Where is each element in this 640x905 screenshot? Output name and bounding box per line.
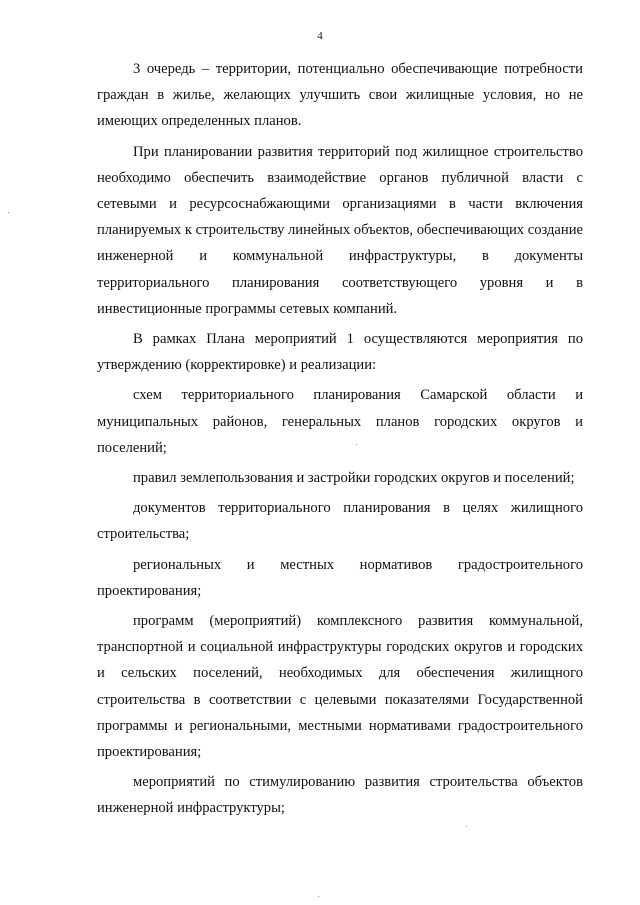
scan-speck [318,896,319,897]
list-item-territorial-schemes: схем территориального планирования Самарской области и муниципальных районов, генеральных планов городских округов и поселений; [97,387,583,456]
list-item-land-use-rules: правил землепользования и застройки городских округов и поселений; [133,470,575,487]
list-item-engineering-infrastructure: мероприятий по стимулированию развития строительства объектов инженерной инфраструктуры; [97,774,583,817]
scan-speck [8,212,9,213]
list-item-design-standards: региональных и местных нормативов градостроительного проектирования; [97,556,583,599]
paragraph-planning-interaction: При планировании развития территорий под жилищное строительство необходимо обеспечить взаимодействие органов публичной власти с сетевыми и ресурсоснабжающими организациями в части включения планируемых к строительству линейных объектов, обеспечивающих создание инженерной и коммунальной инфраструктуры, в документы территориального планирования соответствующего уровня и в инвестиционные программы сетевых компаний. [97,143,583,317]
paragraph-housing-queue-3: 3 очередь – территории, потенциально обеспечивающие потребности граждан в жилье, желающих улучшить свои жилищные условия, но не имеющих определенных планов. [97,61,583,130]
list-item-infrastructure-programs: программ (мероприятий) комплексного развития коммунальной, транспортной и социальной инфраструктуры городских округов и городских и сельских поселений, необходимых для обеспечения жилищного строительства в соответствии с целевыми показателями Государственной программы и региональными, местными нормативами градостроительного проектирования; [97,613,583,761]
paragraph-plan-measures-intro: В рамках Плана мероприятий 1 осуществляются мероприятия по утверждению (корректировке) и реализации: [97,331,583,374]
scan-speck [466,826,467,827]
page-number: 4 [317,30,323,42]
scan-speck [356,444,357,445]
list-item-planning-documents: документов территориального планирования в целях жилищного строительства; [97,500,583,543]
document-body [97,56,583,822]
